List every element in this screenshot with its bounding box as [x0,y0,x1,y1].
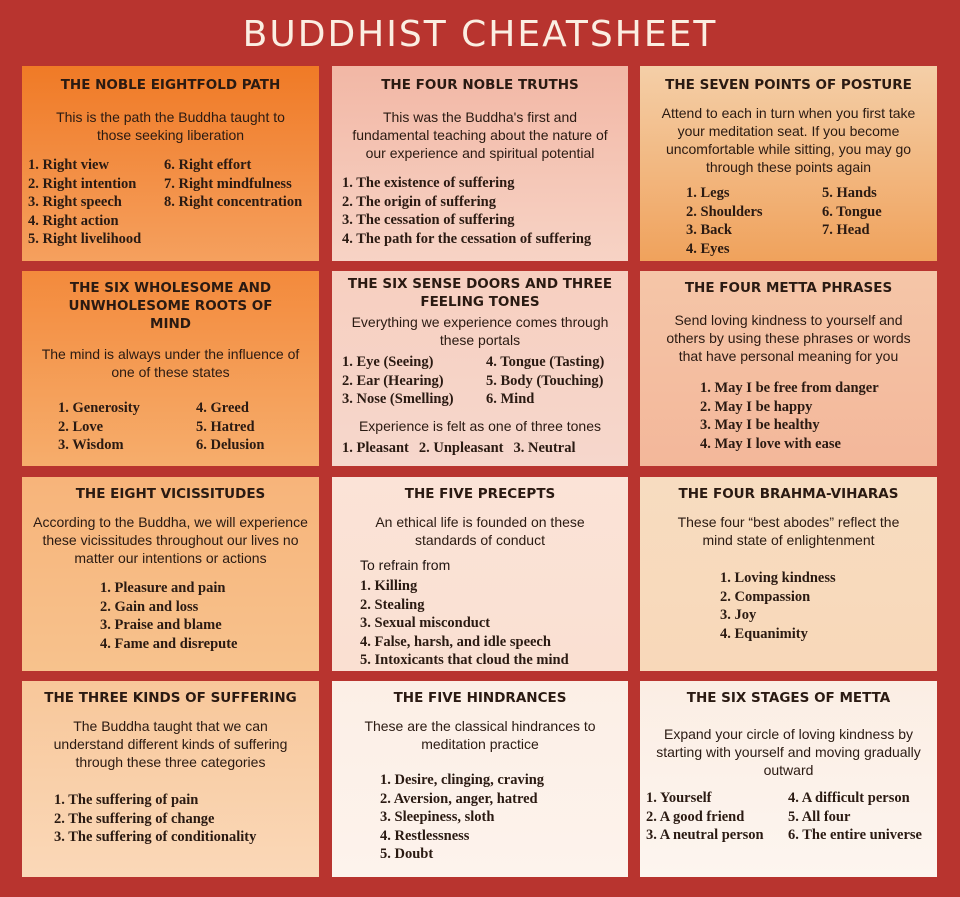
card-four-metta-phrases [640,271,937,466]
list-item: 7. Right mindfulness [164,175,292,192]
card-intro: Send loving kindness to yourself and others by using these phrases or words that have personal meaning for you [666,312,911,364]
list-item: 3. A neutral person [646,827,764,843]
list-item: 3. Neutral [513,439,576,456]
list-item: 4. Restlessness [380,827,470,844]
list-item: 3. Back [686,222,732,238]
card-title: THE FIVE PRECEPTS [404,486,556,502]
list-item: 1. May I be free from danger [700,380,879,396]
card-intro: The mind is always under the influence of one of these states [41,346,300,380]
card-intro: Expand your circle of loving kindness by starting with yourself and moving gradually outward [656,726,921,778]
list-item: 2. Unpleasant [418,439,504,456]
card-intro: This is the path the Buddha taught to those seeking liberation [56,109,285,143]
list-item: 2. The suffering of change [54,810,215,827]
list-item: 8. Right concentration [164,194,303,210]
list-item: 2. The origin of suffering [342,193,496,210]
list-item: 3. Joy [720,607,757,623]
card-title: THE SIX SENSE DOORS AND THREE FEELING TONES [347,276,613,310]
list-item: 2. Compassion [720,588,811,605]
card-title: THE SEVEN POINTS OF POSTURE [665,77,912,93]
list-item: 3. The suffering of conditionality [54,829,257,845]
list-item: 1. Pleasure and pain [100,580,226,596]
card-title: THE FOUR METTA PHRASES [684,280,893,296]
list-item: 6. The entire universe [788,827,922,843]
card-intro: An ethical life is founded on these standards of conduct [375,514,585,548]
list-item: 5. Intoxicants that cloud the mind [360,652,569,668]
list-item: 2. Ear (Hearing) [342,372,444,389]
card-title: THE EIGHT VICISSITUDES [75,486,266,502]
list-item: 4. Right action [28,212,119,229]
list-item: 5. Body (Touching) [486,372,604,389]
list-item: 4. May I love with ease [700,435,841,452]
card-intro: According to the Buddha, we will experience these vicissitudes throughout our lives no matter our intentions or actions [33,514,308,566]
list-item: 3. Nose (Smelling) [342,391,454,407]
card-title: THE FOUR NOBLE TRUTHS [381,77,579,93]
list-item: 1. Pleasant [342,439,409,456]
list-item: 2. Love [58,418,104,435]
list-item: 2. Right intention [28,175,137,192]
card-four-noble-truths [332,66,628,261]
list-item: 1. Loving kindness [720,570,836,586]
list-item: 3. May I be healthy [700,417,820,433]
list-item: 5. Doubt [380,846,434,862]
card-seven-points-of-posture [640,66,937,261]
list-item: 3. The cessation of suffering [342,212,515,228]
list-item: 7. Head [822,222,870,238]
list-item: 4. The path for the cessation of suffering [342,230,592,247]
card-eight-vicissitudes [22,477,319,671]
list-item: 4. Greed [196,400,249,416]
card-intro: The Buddha taught that we can understand different kinds of suffering through these three categories [53,718,288,770]
list-item: 3. Sleepiness, sloth [380,809,495,825]
list-item: 6. Delusion [196,437,265,453]
list-item: 4. A difficult person [788,790,910,806]
list-item: 4. Fame and disrepute [100,635,238,652]
card-six-sense-doors [332,271,628,466]
card-five-precepts [332,477,628,671]
list-item: 4. False, harsh, and idle speech [360,633,551,650]
card-intro: These are the classical hindrances to meditation practice [364,718,596,752]
card-intro: Everything we experience comes through these portals [351,314,609,348]
tones-intro: Experience is felt as one of three tones [358,417,602,434]
list-item: 3. Right speech [28,194,122,210]
card-noble-eightfold-path [22,66,319,261]
list-item: 3. Sexual misconduct [360,615,491,631]
list-item: 5. All four [788,808,851,825]
card-title: THE FOUR BRAHMA-VIHARAS [678,486,899,502]
list-item: 4. Tongue (Tasting) [486,354,605,370]
list-item: 5. Right livelihood [28,231,142,247]
list-item: 6. Mind [486,391,535,407]
list-item: 4. Eyes [686,240,730,257]
card-title: THE SIX WHOLESOME AND UNWHOLESOME ROOTS OF MIND [68,280,273,332]
card-intro: This was the Buddha's first and fundamental teaching about the nature of our experience and spiritual potential [352,109,608,161]
list-item: 1. Right view [28,157,109,173]
list-item: 2. May I be happy [700,398,813,415]
list-item: 1. The suffering of pain [54,792,199,808]
card-title: THE FIVE HINDRANCES [393,690,567,706]
list-item: 6. Tongue [822,203,882,220]
list-item: 6. Right effort [164,157,252,173]
card-title: THE NOBLE EIGHTFOLD PATH [60,77,281,93]
card-five-hindrances [332,681,628,877]
list-item: 4. Equanimity [720,625,808,642]
list-item: 1. Killing [360,578,418,594]
list-item: 1. Eye (Seeing) [342,354,434,370]
list-item: 1. Generosity [58,400,140,416]
list-item: 1. The existence of suffering [342,175,515,191]
card-six-roots-of-mind [22,271,319,466]
list-item: 2. Shoulders [686,203,763,220]
list-item: 1. Desire, clinging, craving [380,772,545,788]
card-title: THE THREE KINDS OF SUFFERING [44,690,297,706]
card-six-stages-of-metta [640,681,937,877]
page-title: BUDDHIST CHEATSHEET [242,14,718,55]
card-intro: These four “best abodes” reflect the mind state of enlightenment [677,514,900,548]
list-item: 2. A good friend [646,808,745,825]
card-intro: Attend to each in turn when you first take your meditation seat. If you become uncomfortable while sitting, you may go through these points again [661,105,916,175]
card-title: THE SIX STAGES OF METTA [686,690,891,706]
card-four-brahma-viharas [640,477,937,671]
list-item: 5. Hatred [196,418,255,435]
list-item: 2. Aversion, anger, hatred [380,790,538,807]
list-item: 3. Wisdom [58,437,124,453]
list-item: 2. Gain and loss [100,598,199,615]
list-item: 3. Praise and blame [100,617,222,633]
precepts-subheading: To refrain from [360,557,451,573]
card-three-kinds-of-suffering [22,681,319,877]
list-item: 1. Legs [686,185,730,201]
list-item: 5. Hands [822,185,877,201]
list-item: 2. Stealing [360,596,425,613]
list-item: 1. Yourself [646,790,712,806]
